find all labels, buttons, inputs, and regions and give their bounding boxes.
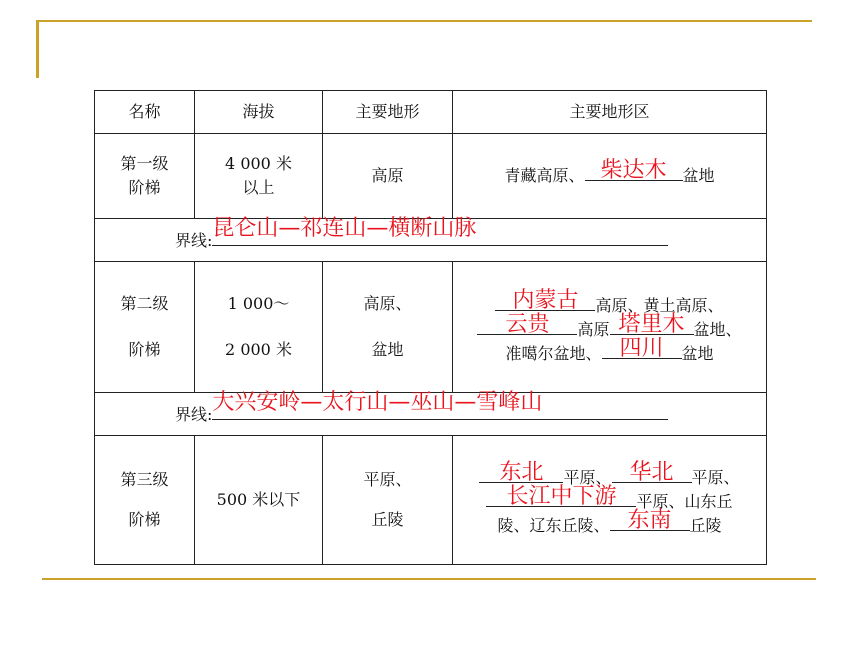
decorative-top-line bbox=[36, 20, 812, 22]
step2-answer-yungui: 云贵 bbox=[505, 312, 550, 337]
step3-text5: 丘陵 bbox=[689, 516, 722, 535]
step3-answer-north-china: 华北 bbox=[629, 460, 674, 485]
fill-blank bbox=[612, 460, 692, 485]
step3-name-line1: 第三级 bbox=[120, 470, 169, 489]
step3-answer-yangtze: 长江中下游 bbox=[506, 484, 617, 509]
step1-altitude-cell bbox=[195, 134, 323, 219]
step2-text3: 盆地、 bbox=[693, 320, 742, 339]
fill-blank bbox=[495, 288, 595, 313]
header-terrain-area: 主要地形区 bbox=[453, 91, 767, 134]
step2-terrain-line2: 盆地 bbox=[371, 340, 404, 359]
step3-name-cell bbox=[95, 436, 195, 565]
step2-terrain-cell bbox=[323, 262, 453, 393]
step2-altitude-line2: 2 000 米 bbox=[225, 340, 292, 359]
step3-text2: 平原、 bbox=[691, 468, 740, 487]
fill-blank bbox=[477, 312, 577, 337]
step3-terrain-area bbox=[453, 436, 767, 565]
step1-name-cell bbox=[95, 134, 195, 219]
fill-blank bbox=[602, 336, 682, 361]
step2-area-line1 bbox=[453, 288, 766, 318]
step2-answer-tarim: 塔里木 bbox=[618, 312, 685, 337]
boundary2-cell bbox=[95, 390, 767, 436]
header-name: 名称 bbox=[95, 91, 195, 134]
boundary2-answer: 大兴安岭—太行山—巫山—雪峰山 bbox=[212, 390, 543, 415]
step2-altitude-line1: 1 000～ bbox=[227, 294, 290, 313]
step3-terrain-line1: 平原、 bbox=[363, 470, 412, 489]
step3-terrain-line2: 丘陵 bbox=[371, 510, 404, 529]
step3-terrain-cell bbox=[323, 436, 453, 565]
step2-text4: 准噶尔盆地、 bbox=[505, 344, 602, 363]
step1-answer-qaidam: 柴达木 bbox=[600, 158, 667, 183]
step2-text1: 高原、黄土高原、 bbox=[595, 296, 724, 315]
table-row-step3 bbox=[95, 436, 767, 565]
step3-answer-northeast: 东北 bbox=[499, 460, 544, 485]
step3-area-line2 bbox=[453, 484, 766, 514]
step1-area-prefix: 青藏高原、 bbox=[504, 166, 585, 185]
table-row-step2 bbox=[95, 262, 767, 393]
step2-text5: 盆地 bbox=[681, 344, 714, 363]
step1-terrain: 高原 bbox=[323, 134, 453, 219]
step2-terrain-area bbox=[453, 262, 767, 393]
step1-altitude-line2: 以上 bbox=[242, 178, 275, 197]
step1-name-line1: 第一级 bbox=[120, 154, 169, 173]
fill-blank bbox=[585, 158, 683, 183]
step2-text2: 高原 bbox=[577, 320, 610, 339]
step2-name-line2: 阶梯 bbox=[128, 340, 161, 359]
step3-altitude: 500 米以下 bbox=[195, 436, 323, 565]
step3-answer-southeast: 东南 bbox=[627, 508, 672, 533]
table-header-row bbox=[95, 91, 767, 134]
step2-area-line2 bbox=[453, 312, 766, 342]
step2-area-line3 bbox=[453, 336, 766, 366]
step3-text1: 平原、 bbox=[563, 468, 612, 487]
header-altitude: 海拔 bbox=[195, 91, 323, 134]
step2-name-cell bbox=[95, 262, 195, 393]
boundary1-answer: 昆仑山—祁连山—横断山脉 bbox=[212, 216, 477, 241]
step1-area-suffix: 盆地 bbox=[682, 166, 715, 185]
fill-blank bbox=[479, 460, 563, 485]
step2-terrain-line1: 高原、 bbox=[363, 294, 412, 313]
boundary1-cell bbox=[95, 216, 767, 262]
step2-answer-inner-mongolia: 内蒙古 bbox=[512, 288, 579, 313]
fill-blank bbox=[486, 484, 636, 509]
boundary2-blank bbox=[212, 390, 668, 420]
step3-text4: 陵、辽东丘陵、 bbox=[497, 516, 610, 535]
fill-blank bbox=[610, 312, 694, 337]
decorative-vertical-line bbox=[36, 20, 39, 78]
step1-altitude-line1: 4 000 米 bbox=[225, 154, 292, 173]
table-row-step1 bbox=[95, 134, 767, 219]
table-row-boundary1 bbox=[95, 219, 767, 262]
step3-name-line2: 阶梯 bbox=[128, 510, 161, 529]
step1-name-line2: 阶梯 bbox=[128, 178, 161, 197]
fill-blank bbox=[610, 508, 690, 533]
step3-text3: 平原、山东丘 bbox=[636, 492, 733, 511]
step1-terrain-area bbox=[453, 134, 767, 219]
boundary1-label: 界线: bbox=[175, 231, 213, 250]
step2-name-line1: 第二级 bbox=[120, 294, 169, 313]
boundary1-blank bbox=[212, 216, 668, 246]
terrain-steps-table bbox=[94, 90, 767, 565]
step3-area-line3 bbox=[453, 508, 766, 538]
decorative-bottom-line bbox=[42, 578, 816, 580]
boundary2-label: 界线: bbox=[175, 405, 213, 424]
table-row-boundary2 bbox=[95, 393, 767, 436]
step2-altitude-cell bbox=[195, 262, 323, 393]
header-terrain: 主要地形 bbox=[323, 91, 453, 134]
step2-answer-sichuan: 四川 bbox=[619, 336, 664, 361]
